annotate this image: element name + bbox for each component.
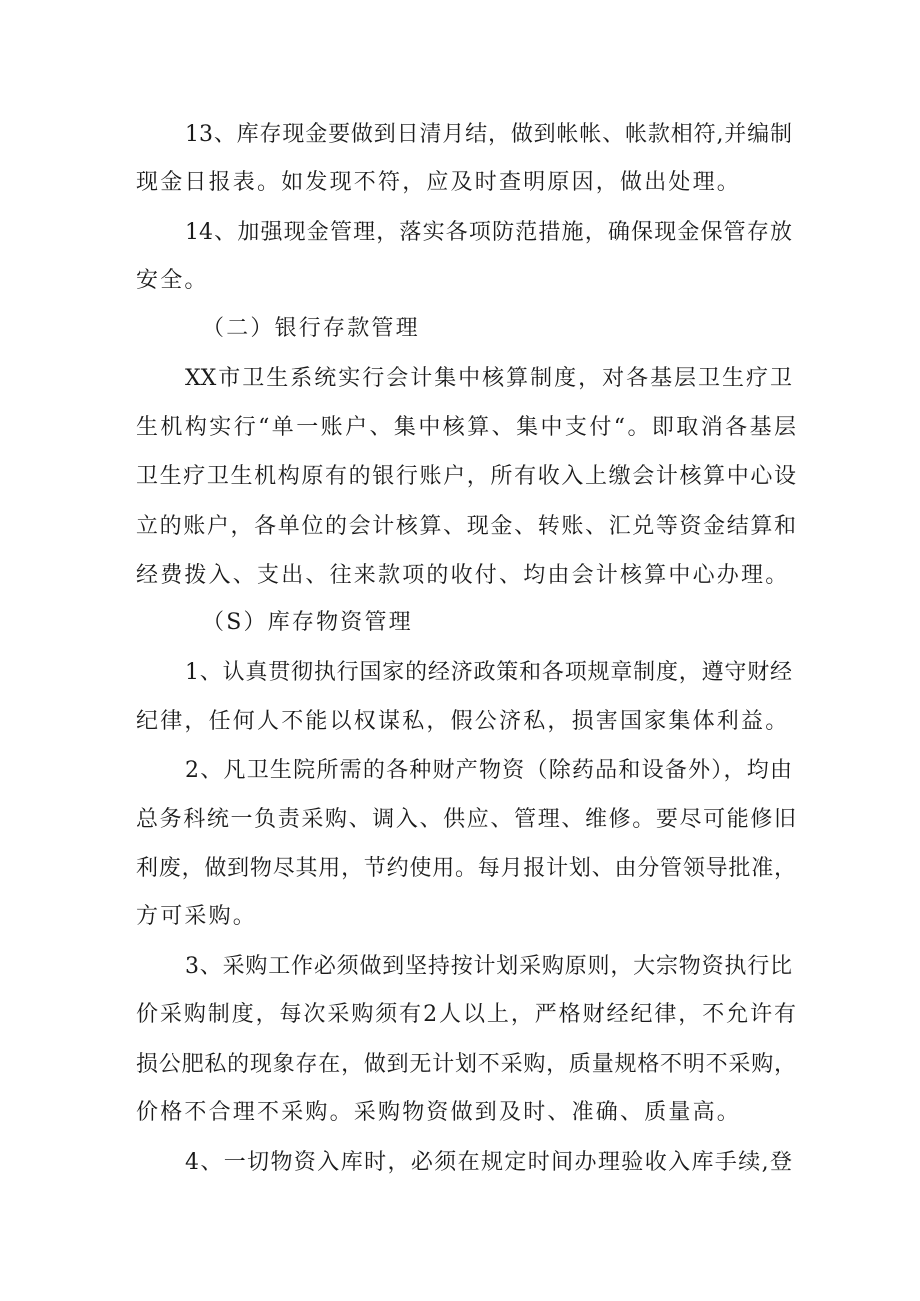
paragraph-14-line-1: 14、加强现金管理，落实各项防范措施，确保现金保管存放 xyxy=(185,220,792,245)
paragraph-1-line-2: 纪律，任何人不能以权谋私，假公济私，损害国家集体利益。 xyxy=(136,709,790,734)
paragraph-1-line-1: 1、认真贯彻执行国家的经济政策和各项规章制度，遵守财经 xyxy=(185,660,792,685)
paragraph-4-line-1: 4、一切物资入库时，必须在规定时间办理验收入库手续,登 xyxy=(185,1150,792,1175)
section-heading-inventory: （S）库存物资管理 xyxy=(202,610,413,635)
paragraph-3-line-2: 价采购制度，每次采购须有2人以上，严格财经纪律，不允许有 xyxy=(136,1002,796,1027)
paragraph-2-line-3: 利废，做到物尽其用，节约使用。每月报计划、由分管领导批准， xyxy=(136,856,796,881)
bank-paragraph-line-2: 生机构实行“单一账户、集中核算、集中支付“。即取消各基层 xyxy=(136,415,796,440)
section-heading-bank-deposit: （二）银行存款管理 xyxy=(202,316,420,341)
bank-paragraph-line-1: XX市卫生系统实行会计集中核算制度，对各基层卫生疗卫 xyxy=(185,366,792,391)
paragraph-3-line-1: 3、采购工作必须做到坚持按计划采购原则，大宗物资执行比 xyxy=(185,954,792,979)
bank-paragraph-line-4: 立的账户，各单位的会计核算、现金、转账、汇兑等资金结算和 xyxy=(136,514,796,539)
paragraph-2-line-2: 总务科统一负责采购、调入、供应、管理、维修。要尽可能修旧 xyxy=(136,807,796,832)
bank-paragraph-line-3: 卫生疗卫生机构原有的银行账户，所有收入上缴会计核算中心设 xyxy=(136,464,796,489)
bank-paragraph-line-5: 经费拨入、支出、往来款项的收付、均由会计核算中心办理。 xyxy=(136,563,790,588)
paragraph-13-line-2: 现金日报表。如发现不符，应及时查明原因，做出处理。 xyxy=(136,170,742,195)
paragraph-14-line-2: 安全。 xyxy=(136,268,209,293)
paragraph-2-line-4: 方可采购。 xyxy=(136,904,258,929)
paragraph-13-line-1: 13、库存现金要做到日清月结，做到帐帐、帐款相符,并编制 xyxy=(185,122,792,147)
paragraph-3-line-4: 价格不合理不采购。采购物资做到及时、准确、质量高。 xyxy=(136,1100,742,1125)
paragraph-2-line-1: 2、凡卫生院所需的各种财产物资（除药品和设备外），均由 xyxy=(185,758,792,783)
paragraph-3-line-3: 损公肥私的现象存在，做到无计划不采购，质量规格不明不采购， xyxy=(136,1052,796,1077)
